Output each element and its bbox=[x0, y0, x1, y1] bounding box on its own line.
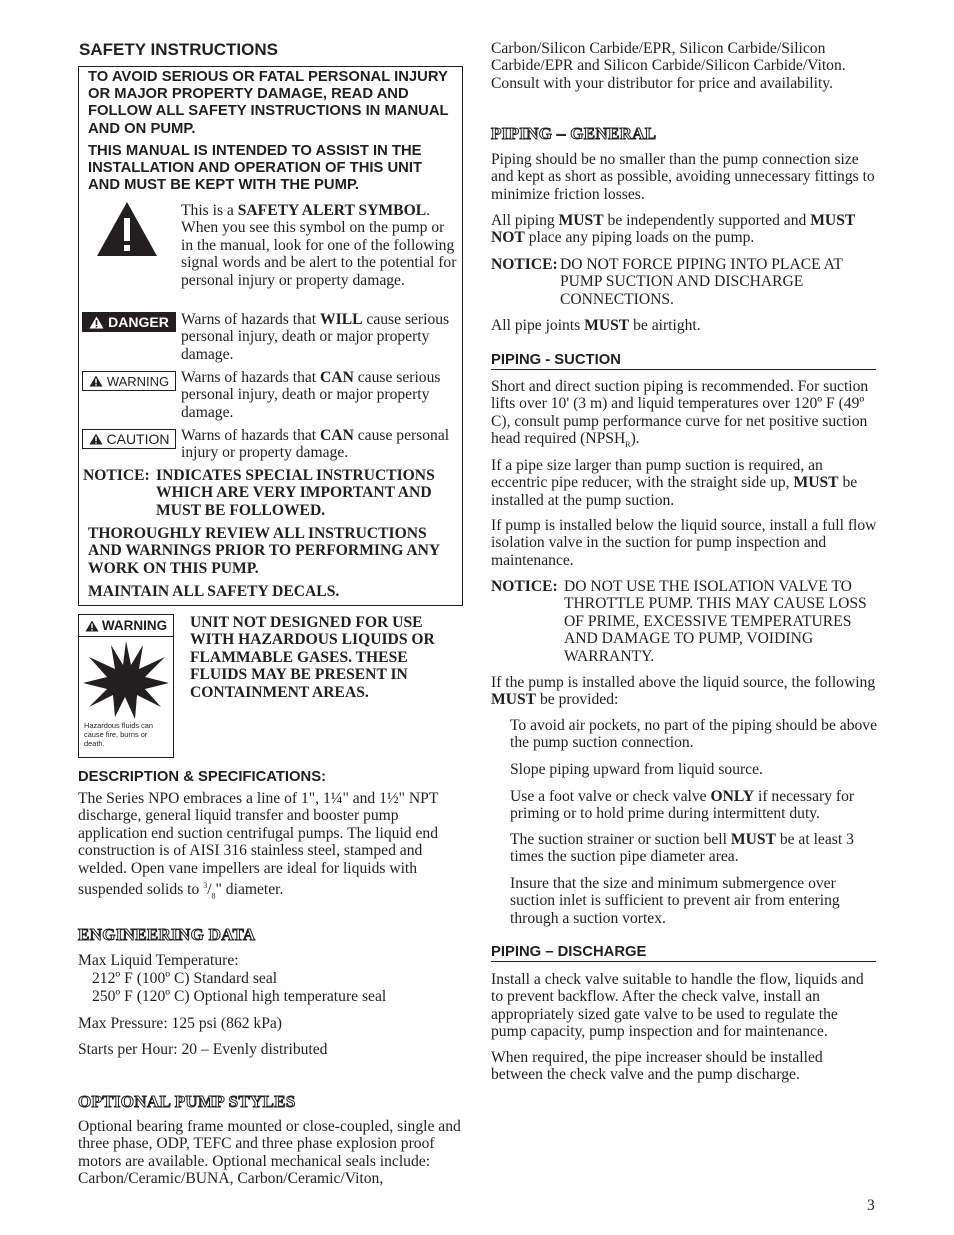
piping-general-para-2 bbox=[491, 212, 877, 247]
piping-discharge-title: PIPING – DISCHARGE bbox=[491, 944, 876, 962]
piping-suction-para-4 bbox=[491, 674, 877, 709]
box-notice-label: NOTICE: bbox=[83, 467, 150, 484]
ps-p1-sub: R bbox=[625, 440, 631, 450]
safety-instructions-title: SAFETY INSTRUCTIONS bbox=[79, 40, 278, 59]
caution-label: CAUTION bbox=[106, 431, 170, 447]
description-tail: " diameter. bbox=[215, 881, 284, 899]
piping-suction-title: PIPING - SUCTION bbox=[491, 352, 876, 370]
ps-notice-text: DO NOT USE THE ISOLATION VALVE TO THROTTLE PUMP. THIS MAY CAUSE LOSS OF PRIME, EXCESSIVE TEMPERATURES AND DAMAGE TO PUMP, VOIDING WARRANTY. bbox=[564, 578, 867, 665]
optional-pump-styles-title: OPTIONAL PUMP STYLES bbox=[78, 1092, 296, 1111]
pg-p3-b: MUST bbox=[584, 317, 630, 334]
warning-text-pre: Warns of hazards that bbox=[181, 369, 321, 386]
eng-temp-label: Max Liquid Temperature: bbox=[78, 952, 239, 969]
page-number: 3 bbox=[867, 1197, 875, 1214]
danger-badge bbox=[82, 312, 176, 332]
warning-label: WARNING bbox=[106, 373, 170, 389]
ps-notice-label: NOTICE: bbox=[491, 578, 558, 595]
box-notice bbox=[83, 467, 455, 519]
warning-text bbox=[181, 369, 457, 421]
ps-i3-a: Use a foot valve or check valve bbox=[510, 788, 711, 805]
warning-triangle-icon bbox=[89, 375, 103, 387]
ps-i4-b: MUST bbox=[730, 831, 776, 848]
suction-item-5: Insure that the size and minimum submergence over suction inlet is sufficient to prevent air from entering through a suction vortex. bbox=[510, 875, 840, 927]
safety-alert-icon bbox=[95, 200, 159, 258]
suction-item-1: To avoid air pockets, no part of the piping should be above the pump suction connection. bbox=[510, 717, 878, 752]
pg-notice-text: DO NOT FORCE PIPING INTO PLACE AT PUMP SUCTION AND DISCHARGE CONNECTIONS. bbox=[560, 256, 843, 308]
ps-p2-a: If a pipe size larger than pump suction is required, an eccentric pipe reducer, with the straight side up, bbox=[491, 457, 823, 492]
eng-starts: Starts per Hour: 20 – Evenly distributed bbox=[78, 1041, 328, 1058]
explosion-icon bbox=[79, 637, 173, 721]
ps-p2-b: MUST bbox=[793, 474, 839, 492]
hazard-text: UNIT NOT DESIGNED FOR USE WITH HAZARDOUS LIQUIDS OR FLAMMABLE GASES. THESE FLUIDS MAY BE PRESENT IN CONTAINMENT AREAS. bbox=[190, 614, 435, 701]
hazard-label-box bbox=[78, 614, 174, 758]
piping-general-para-1: Piping should be no smaller than the pump connection size and kept as short as possible, avoiding unnecessary fittings to minimize friction losses. bbox=[491, 151, 875, 203]
warning-text-bold: CAN bbox=[320, 369, 354, 386]
alert-text-bold: SAFETY ALERT SYMBOL bbox=[237, 202, 427, 219]
danger-triangle-icon bbox=[89, 316, 104, 329]
ps-i4-c: be at least 3 times the suction pipe diameter area. bbox=[510, 831, 854, 866]
caution-text bbox=[181, 427, 457, 462]
engineering-data-title: ENGINEERING DATA bbox=[78, 925, 256, 944]
warning-badge bbox=[82, 371, 176, 391]
hazard-label-header bbox=[79, 615, 173, 637]
safety-alert-text bbox=[181, 202, 457, 289]
hazard-label-text: WARNING bbox=[101, 618, 168, 633]
maintain-text: MAINTAIN ALL SAFETY DECALS. bbox=[88, 583, 340, 600]
optional-pump-styles-text: Optional bearing frame mounted or close-coupled, single and three phase, ODP, TEFC and three phase explosion proof motors are available. Optional mechanical seals include: Carbon/Ceramic/BUNA, Carbon/Ceramic/Viton, bbox=[78, 1118, 461, 1188]
ps-p4-b: MUST bbox=[491, 691, 537, 709]
ps-p1-end: ). bbox=[630, 430, 640, 448]
description-text: The Series NPO embraces a line of 1", 1¼" and 1½" NPT discharge, general liquid transfer and booster pump application end suction centrifugal pumps. The liquid end construction is of AISI 316 stainless steel, stamped and welded. Open vane impellers are ideal for liquids with suspended solids to $^3/_8$" diameter. bbox=[78, 790, 439, 901]
pg-p2-e: place any piping loads on the pump. bbox=[524, 229, 755, 247]
pg-p2-a: All piping bbox=[491, 212, 559, 229]
safety-para-1: TO AVOID SERIOUS OR FATAL PERSONAL INJURY OR MAJOR PROPERTY DAMAGE, READ AND FOLLOW ALL SAFETY INSTRUCTIONS IN MANUAL AND ON PUMP. bbox=[88, 69, 449, 137]
eng-temp-optional: 250º F (120º C) Optional high temperature seal bbox=[92, 988, 387, 1005]
pg-p3-a: All pipe joints bbox=[491, 317, 585, 334]
piping-general-notice bbox=[491, 256, 877, 308]
ps-p4-c: be provided: bbox=[536, 691, 619, 709]
piping-general-para-3 bbox=[491, 317, 877, 334]
alert-text-pre: This is a bbox=[181, 202, 238, 219]
caution-badge bbox=[82, 429, 176, 449]
piping-suction-para-1 bbox=[491, 378, 877, 454]
alert-text-post: . When you see this symbol on the pump or in the manual, look for one of the following signal words and be alert to the potential for personal injury or property damage. bbox=[181, 202, 457, 289]
piping-suction-para-2 bbox=[491, 457, 877, 509]
piping-general-title: PIPING – GENERAL bbox=[491, 124, 657, 143]
box-notice-text: INDICATES SPECIAL INSTRUCTIONS WHICH ARE VERY IMPORTANT AND MUST BE FOLLOWED. bbox=[156, 467, 435, 519]
pg-p2-d: MUST NOT bbox=[491, 212, 855, 247]
pg-notice-label: NOTICE: bbox=[491, 256, 558, 273]
ps-p2-c: be installed at the pump suction. bbox=[491, 474, 858, 509]
danger-text bbox=[181, 311, 457, 363]
ps-p4-a: If the pump is installed above the liquid source, the following bbox=[491, 674, 876, 691]
suction-item-3 bbox=[510, 788, 877, 823]
ps-p1: Short and direct suction piping is recommended. For suction lifts over 10' (3 m) and liquid temperatures over 120º F (49º C), consult pump performance curve for net positive suction head required (NPSH bbox=[491, 378, 869, 448]
danger-text-post: cause serious personal injury, death or major property damage. bbox=[181, 311, 450, 363]
danger-text-pre: Warns of hazards that bbox=[181, 311, 321, 328]
ps-i4-a: The suction strainer or suction bell bbox=[510, 831, 731, 848]
piping-suction-notice bbox=[491, 578, 881, 665]
suction-item-2: Slope piping upward from liquid source. bbox=[510, 761, 763, 778]
pg-p2-b: MUST bbox=[558, 212, 604, 229]
pg-p2-c: be independently supported and bbox=[603, 212, 811, 229]
ps-i3-c: if necessary for priming or to hold prime during intermittent duty. bbox=[510, 788, 855, 823]
caution-text-pre: Warns of hazards that bbox=[181, 427, 321, 444]
caution-text-bold: CAN bbox=[320, 427, 354, 444]
description-title: DESCRIPTION & SPECIFICATIONS: bbox=[78, 769, 326, 785]
caution-text-post: cause personal injury or property damage. bbox=[181, 427, 450, 462]
piping-suction-para-3: If pump is installed below the liquid source, install a full flow isolation valve in the suction for pump inspection and maintenance. bbox=[491, 517, 877, 569]
pg-p3-c: be airtight. bbox=[629, 317, 701, 334]
description-body: The Series NPO embraces a line of 1", 1¼" and 1½" NPT discharge, general liquid transfer and booster pump application end suction centrifugal pumps. The liquid end construction is of AISI 316 stainless steel, stamped and welded. Open vane impellers are ideal for liquids with suspended solids to bbox=[78, 790, 439, 899]
fraction-denominator: 8 bbox=[211, 891, 216, 901]
warning-text-post: cause serious personal injury, death or major property damage. bbox=[181, 369, 441, 421]
review-text: THOROUGHLY REVIEW ALL INSTRUCTIONS AND WARNINGS PRIOR TO PERFORMING ANY WORK ON THIS PUMP. bbox=[88, 525, 440, 577]
caution-triangle-icon bbox=[89, 433, 103, 445]
fraction-numerator: 3 bbox=[203, 881, 208, 891]
piping-discharge-para-2: When required, the pipe increaser should be installed between the check valve and the pump discharge. bbox=[491, 1049, 823, 1084]
danger-text-bold: WILL bbox=[320, 311, 363, 328]
safety-para-2: THIS MANUAL IS INTENDED TO ASSIST IN THE INSTALLATION AND OPERATION OF THIS UNIT AND MUST BE KEPT WITH THE PUMP. bbox=[88, 143, 423, 194]
hazard-warning-triangle-icon bbox=[85, 620, 99, 632]
hazard-caption: Hazardous fluids can cause fire, burns or death. bbox=[84, 721, 154, 748]
piping-discharge-para-1: Install a check valve suitable to handle the flow, liquids and to prevent backflow. After the check valve, install an appropriately sized gate valve to be used to regulate the pump capacity, pump inspection and for maintenance. bbox=[491, 971, 864, 1041]
danger-label: DANGER bbox=[108, 314, 169, 330]
seals-continued-text: Carbon/Silicon Carbide/EPR, Silicon Carbide/Silicon Carbide/EPR and Silicon Carbide/Silicon Carbide/Viton. Consult with your distributor for price and availability. bbox=[491, 40, 846, 92]
ps-i3-b: ONLY bbox=[710, 788, 755, 805]
eng-temp-standard: 212º F (100º C) Standard seal bbox=[92, 970, 278, 987]
suction-item-4 bbox=[510, 831, 877, 866]
eng-pressure: Max Pressure: 125 psi (862 kPa) bbox=[78, 1015, 282, 1032]
